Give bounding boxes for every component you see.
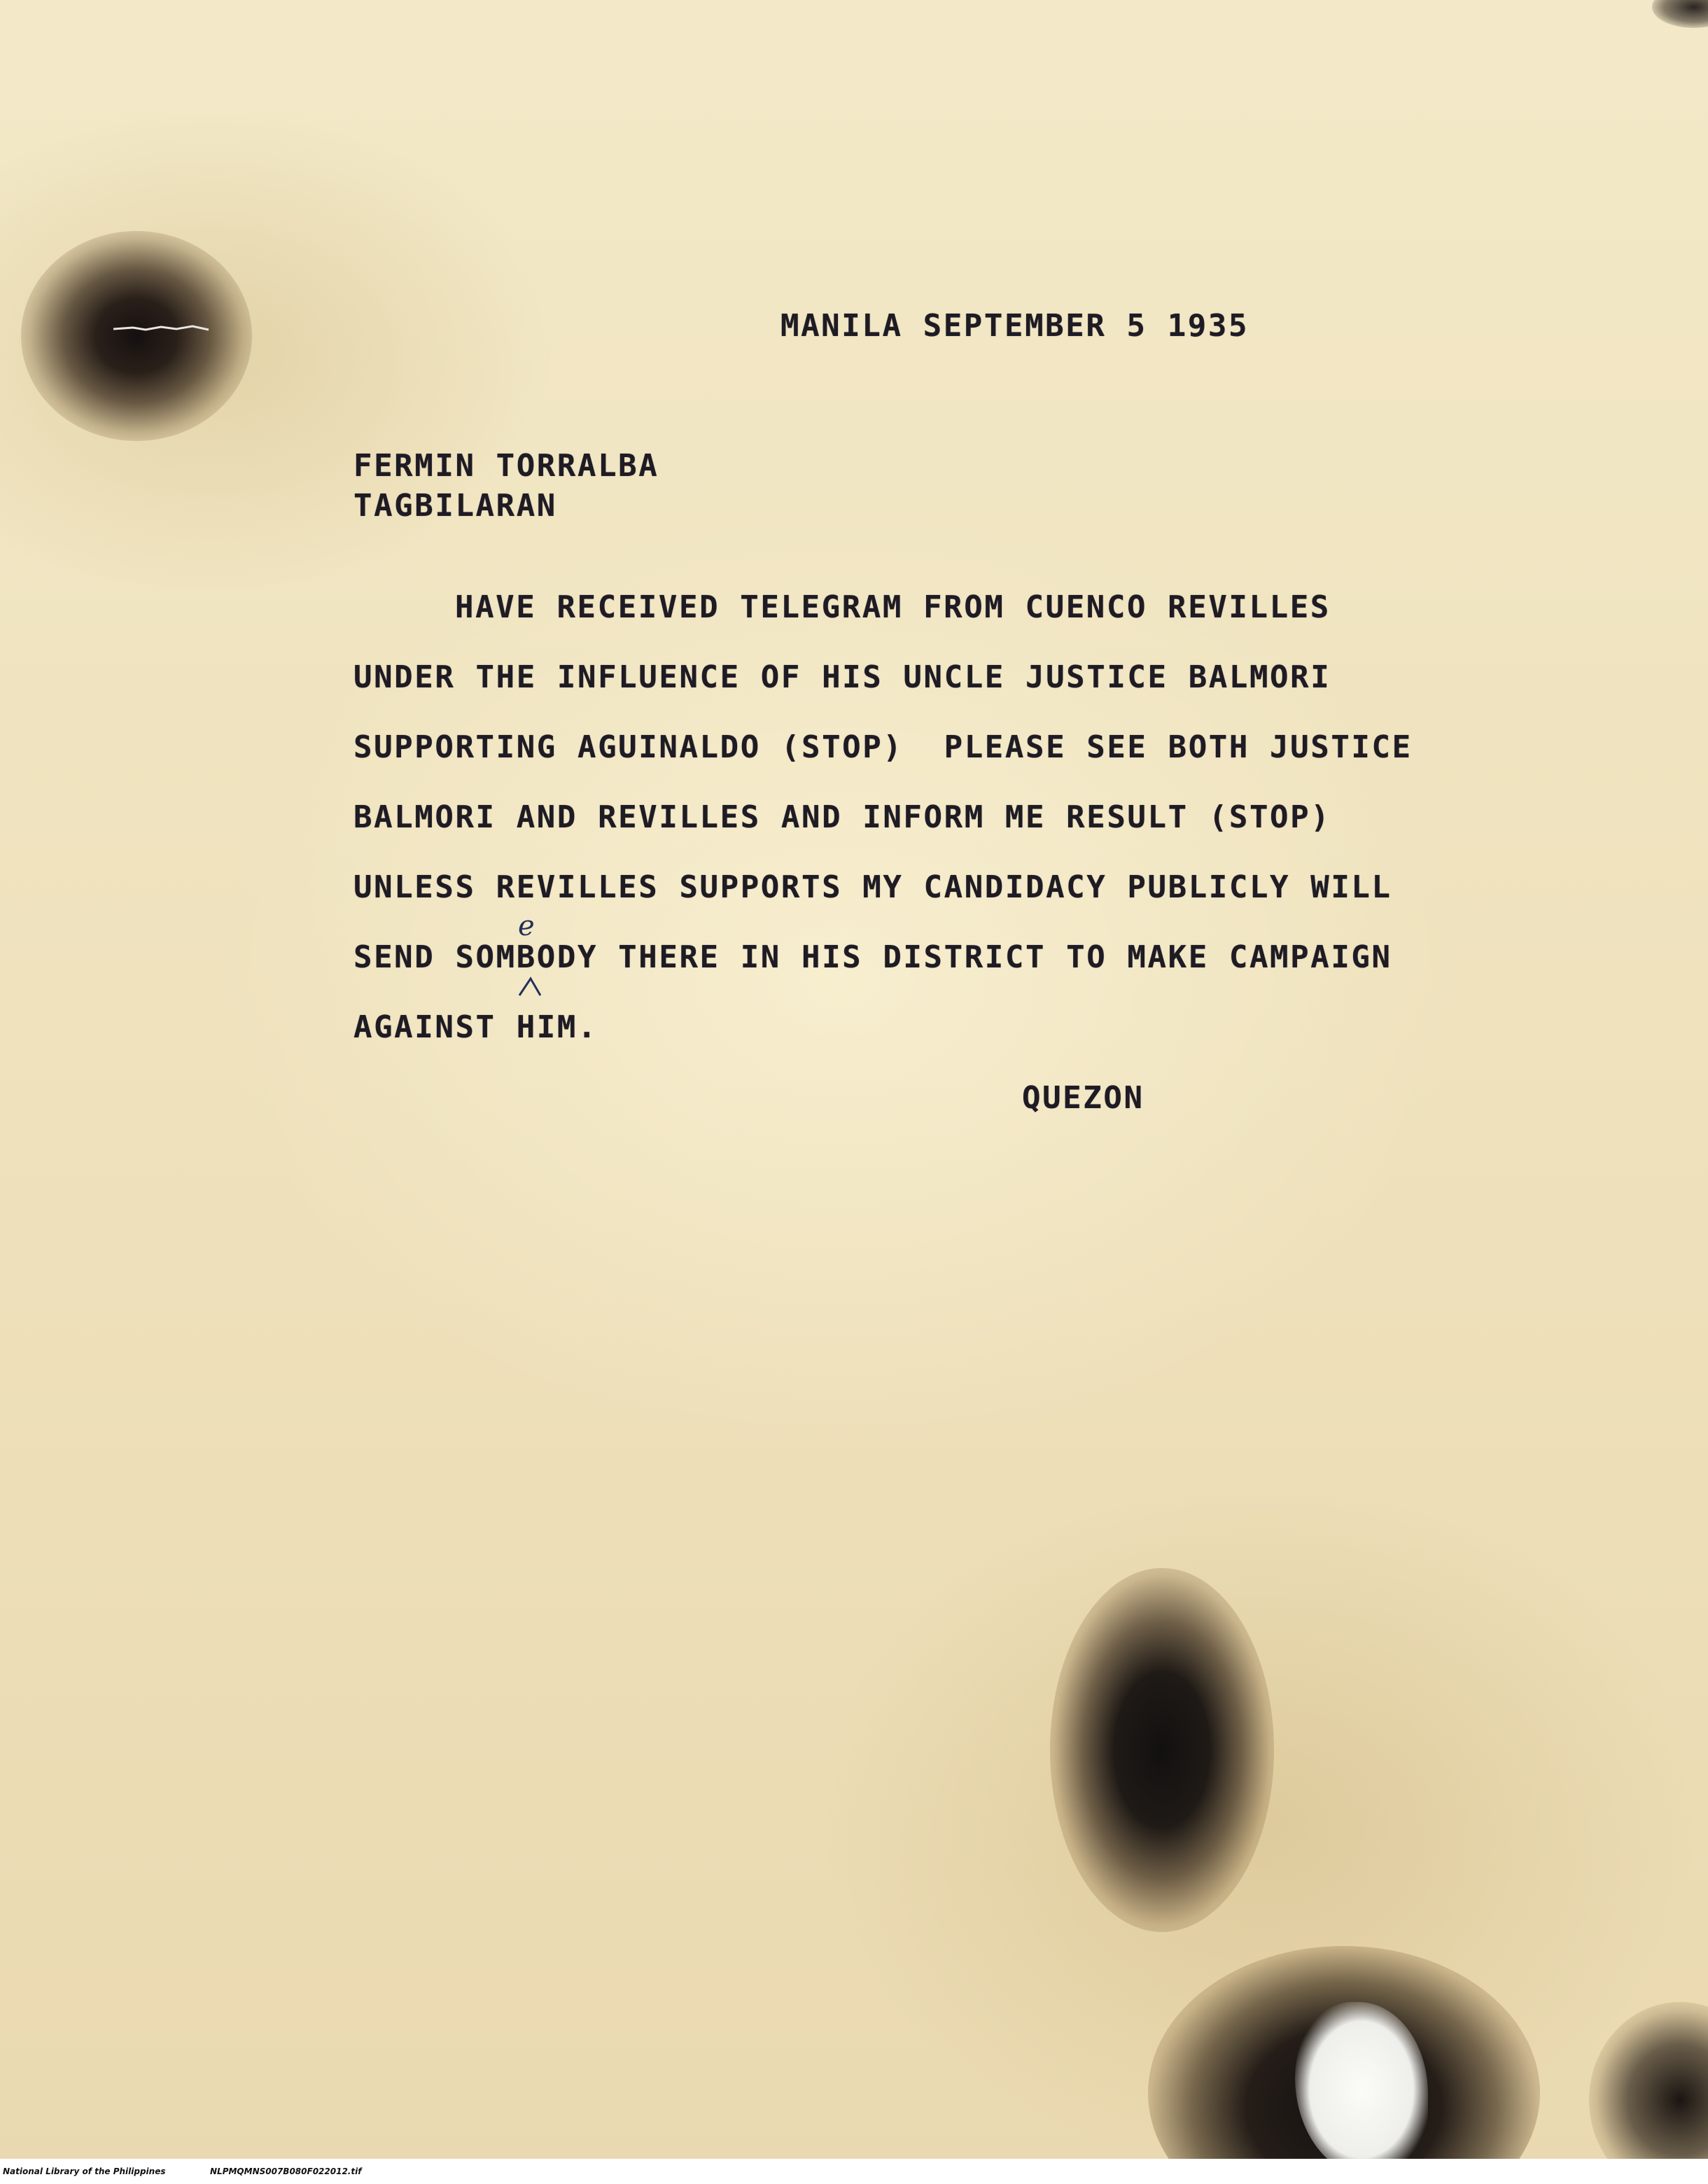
body-line: SUPPORTING AGUINALDO (STOP) PLEASE SEE BOTH JUSTICE xyxy=(354,729,1413,765)
dateline: MANILA SEPTEMBER 5 1935 xyxy=(780,308,1250,344)
corner-mark xyxy=(1652,0,1708,28)
addressee-city: TAGBILARAN xyxy=(354,488,557,524)
addressee-name: FERMIN TORRALBA xyxy=(354,448,659,484)
body-line: AGAINST HIM. xyxy=(354,1009,598,1045)
body-line: UNLESS REVILLES SUPPORTS MY CANDIDACY PUBLICLY WILL xyxy=(354,869,1392,905)
crack-mark xyxy=(112,323,210,333)
handwritten-correction: e xyxy=(518,910,535,942)
insertion-caret-mark xyxy=(517,974,545,998)
body-line: BALMORI AND REVILLES AND INFORM ME RESULT (STOP) xyxy=(354,799,1331,835)
burn-mark-middle xyxy=(1050,1568,1274,1932)
body-line: UNDER THE INFLUENCE OF HIS UNCLE JUSTICE BALMORI xyxy=(354,659,1331,695)
burn-mark-right-edge xyxy=(1589,2002,1708,2184)
body-line: HAVE RECEIVED TELEGRAM FROM CUENCO REVILLES xyxy=(455,589,1331,625)
body-line: SEND SOMBODY THERE IN HIS DISTRICT TO MAKE CAMPAIGN xyxy=(354,939,1392,975)
burn-mark-top-left xyxy=(21,231,252,441)
footer-file-id: NLPMQMNS007B080F022012.tif xyxy=(210,2166,362,2176)
footer-library-name: National Library of the Philippines xyxy=(3,2166,166,2176)
signature: QUEZON xyxy=(1022,1080,1144,1116)
archive-footer xyxy=(0,2159,1708,2184)
